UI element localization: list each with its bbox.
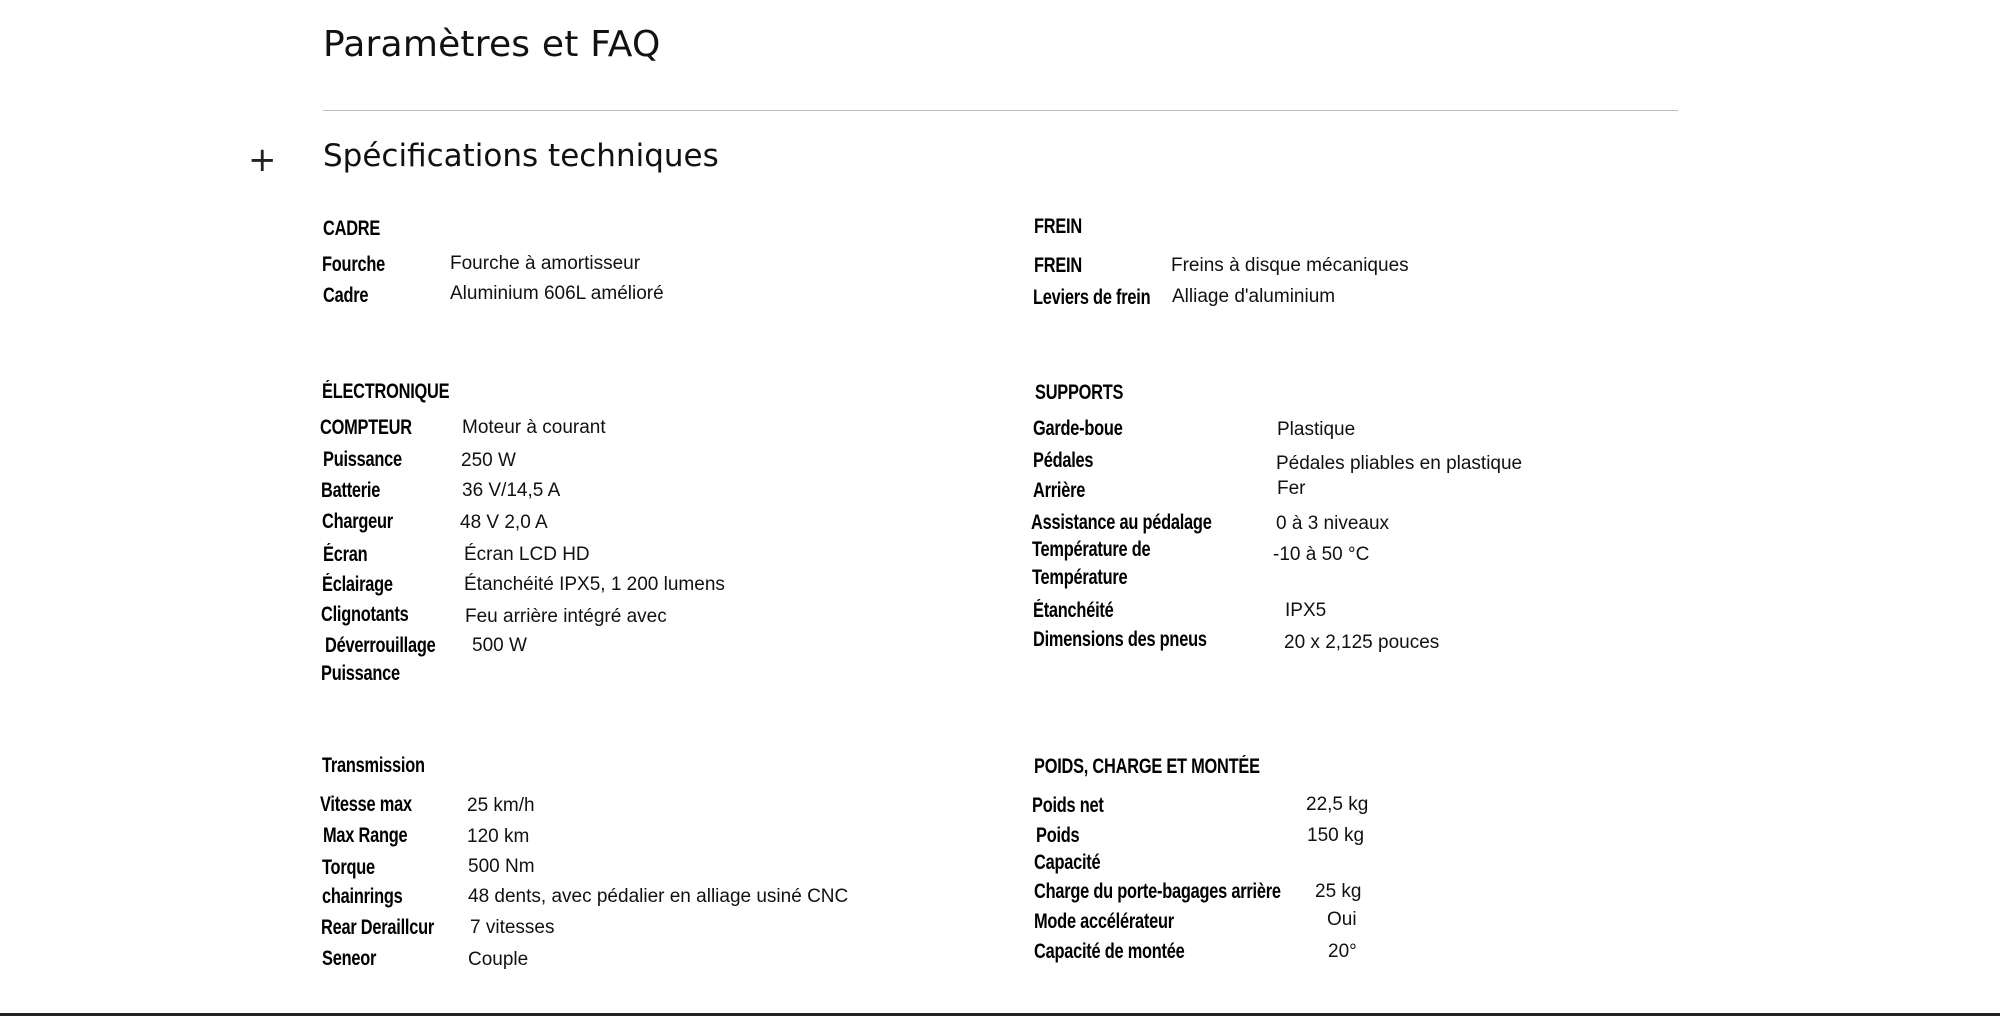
spec-label: Déverrouillage bbox=[325, 634, 436, 657]
spec-label: Éclairage bbox=[322, 573, 393, 596]
spec-label: Charge du porte-bagages arrière bbox=[1034, 880, 1281, 903]
spec-label: Clignotants bbox=[321, 603, 409, 626]
spec-label: Rear Deraillcur bbox=[321, 916, 435, 939]
spec-value: 500 W bbox=[472, 635, 527, 656]
spec-label: chainrings bbox=[322, 885, 403, 908]
spec-value: 0 à 3 niveaux bbox=[1276, 513, 1390, 534]
spec-value: 120 km bbox=[467, 826, 530, 847]
spec-label: Torque bbox=[322, 856, 375, 879]
spec-value: 36 V/14,5 A bbox=[462, 480, 561, 501]
spec-value: Pédales pliables en plastique bbox=[1276, 453, 1523, 474]
spec-label: Étanchéité bbox=[1033, 599, 1114, 622]
spec-value: IPX5 bbox=[1285, 600, 1327, 621]
spec-value: -10 à 50 °C bbox=[1273, 544, 1370, 565]
spec-label: Capacité de montée bbox=[1034, 940, 1185, 963]
spec-label: Capacité bbox=[1034, 851, 1101, 874]
spec-label: Chargeur bbox=[322, 510, 393, 533]
spec-label: Max Range bbox=[323, 824, 408, 847]
spec-value: Écran LCD HD bbox=[464, 544, 590, 565]
expand-toggle-button[interactable]: + bbox=[248, 140, 277, 180]
spec-label: Batterie bbox=[321, 479, 381, 502]
title-divider bbox=[323, 110, 1678, 111]
spec-value: 20° bbox=[1328, 941, 1357, 962]
spec-value: 500 Nm bbox=[468, 856, 535, 877]
spec-value: 7 vitesses bbox=[470, 917, 555, 938]
spec-value: Alliage d'aluminium bbox=[1172, 286, 1336, 307]
spec-value: 22,5 kg bbox=[1306, 794, 1369, 815]
spec-label: COMPTEUR bbox=[320, 416, 412, 439]
spec-label: FREIN bbox=[1034, 254, 1082, 277]
spec-label: Garde-boue bbox=[1033, 417, 1123, 440]
spec-label: Mode accélérateur bbox=[1034, 910, 1174, 933]
spec-value: 48 dents, avec pédalier en alliage usiné CNC bbox=[468, 886, 849, 907]
spec-value: Étanchéité IPX5, 1 200 lumens bbox=[464, 574, 725, 595]
spec-value: Freins à disque mécaniques bbox=[1171, 255, 1409, 276]
group-title: ÉLECTRONIQUE bbox=[322, 380, 450, 403]
spec-value: 150 kg bbox=[1307, 825, 1365, 846]
spec-label: Température de bbox=[1032, 538, 1151, 561]
spec-label: Puissance bbox=[321, 662, 400, 685]
spec-label: Arrière bbox=[1033, 479, 1086, 502]
spec-value: Moteur à courant bbox=[462, 417, 606, 438]
spec-label: Pédales bbox=[1033, 449, 1094, 472]
spec-value: Oui bbox=[1327, 909, 1357, 930]
group-title: CADRE bbox=[323, 217, 381, 240]
spec-value: 250 W bbox=[461, 450, 516, 471]
spec-value: 20 x 2,125 pouces bbox=[1284, 632, 1440, 653]
spec-value: Plastique bbox=[1277, 419, 1356, 440]
spec-value: Aluminium 606L amélioré bbox=[450, 283, 664, 304]
spec-value: Fer bbox=[1277, 478, 1306, 499]
spec-label: Fourche bbox=[322, 253, 385, 276]
group-title: Transmission bbox=[322, 754, 425, 777]
spec-label: Cadre bbox=[323, 284, 369, 307]
spec-value: 25 kg bbox=[1315, 881, 1362, 902]
spec-label: Poids bbox=[1036, 824, 1080, 847]
spec-label: Dimensions des pneus bbox=[1033, 628, 1207, 651]
spec-label: Seneor bbox=[322, 947, 377, 970]
spec-label: Leviers de frein bbox=[1033, 286, 1151, 309]
spec-label: Puissance bbox=[323, 448, 402, 471]
spec-label: Température bbox=[1032, 566, 1128, 589]
spec-value: Fourche à amortisseur bbox=[450, 253, 641, 274]
spec-label: Vitesse max bbox=[320, 793, 412, 816]
group-title: POIDS, CHARGE ET MONTÉE bbox=[1034, 755, 1260, 778]
spec-label: Poids net bbox=[1032, 794, 1104, 817]
spec-label: Écran bbox=[323, 543, 368, 566]
spec-value: Feu arrière intégré avec bbox=[465, 606, 667, 627]
spec-value: Couple bbox=[468, 949, 529, 970]
page-title: Paramètres et FAQ bbox=[323, 24, 661, 65]
section-heading[interactable]: Spécifications techniques bbox=[323, 138, 719, 174]
group-title: SUPPORTS bbox=[1035, 381, 1124, 404]
group-title: FREIN bbox=[1034, 215, 1082, 238]
spec-value: 25 km/h bbox=[467, 795, 535, 816]
spec-value: 48 V 2,0 A bbox=[460, 512, 548, 533]
spec-label: Assistance au pédalage bbox=[1031, 511, 1212, 534]
